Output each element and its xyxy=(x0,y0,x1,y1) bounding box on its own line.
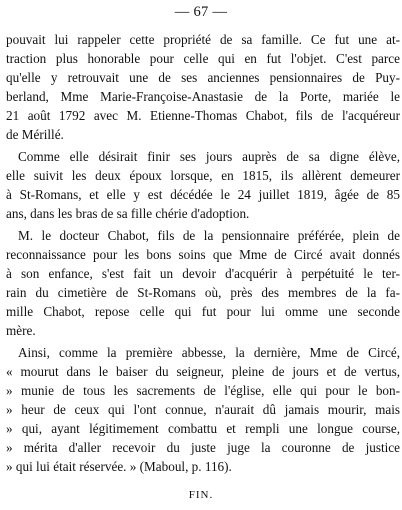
text-line: berland, Mme Marie-Françoise-Anastasie de la Porte, mariée le xyxy=(6,89,400,104)
text-line: M. le docteur Chabot, fils de la pensionnaire préférée, plein de xyxy=(18,228,400,243)
text-line: rain du cimetière de St-Romans où, près des membres de la fa- xyxy=(6,285,400,300)
text-line: de Mérillé. xyxy=(6,127,64,142)
text-line: pouvait lui rappeler cette propriété de sa famille. Ce fut une at- xyxy=(6,32,400,47)
text-line: mère. xyxy=(6,323,36,338)
text-line: Ainsi, comme la première abbesse, la dernière, Mme de Circé, xyxy=(18,345,400,360)
text-line: ans, dans les bras de sa fille chérie d'adoption. xyxy=(6,206,250,221)
text-line: elle suivit les deux époux lorsque, en 1815, ils allèrent demeurer xyxy=(6,168,400,183)
text-line: » munie de tous les sacrements de l'église, elle qui pour le bon- xyxy=(6,383,400,398)
text-line: » qui, ayant légitimement combattu et rempli une longue course, xyxy=(6,421,400,436)
text-line: reconnaissance pour les bons soins que Mme de Circé avait donnés xyxy=(6,247,400,262)
text-line: » heur de ceux qui l'ont connue, n'aurait dû jamais mourir, mais xyxy=(6,402,400,417)
text-line: traction plus honorable pour celle qui en fut l'objet. C'est parce xyxy=(6,51,400,66)
text-line: » mérita d'aller recevoir du juste juge la couronne de justice xyxy=(6,440,400,455)
text-line: à St-Romans, et elle y est décédée le 24 juillet 1819, âgée de 85 xyxy=(6,187,400,202)
text-line: 21 août 1792 avec M. Etienne-Thomas Chabot, fils de l'acquéreur xyxy=(6,108,400,123)
text-line: qu'elle y retrouvait une de ses anciennes pensionnaires de Puy- xyxy=(6,70,400,85)
text-line: à son enfance, s'est fait un devoir d'acquérir à perpétuité le ter- xyxy=(6,266,400,281)
end-marker: FIN. xyxy=(188,489,214,501)
page-number: — 67 — xyxy=(174,4,228,20)
text-line: » qui lui était réservée. » (Maboul, p. 116). xyxy=(6,459,232,474)
text-line: mille Chabot, repose celle qui fut pour lui omme une seconde xyxy=(6,304,400,319)
text-line: Comme elle désirait finir ses jours auprès de sa digne élève, xyxy=(18,149,400,164)
text-line: « mourut dans le baiser du seigneur, pleine de jours et de vertus, xyxy=(6,364,400,379)
